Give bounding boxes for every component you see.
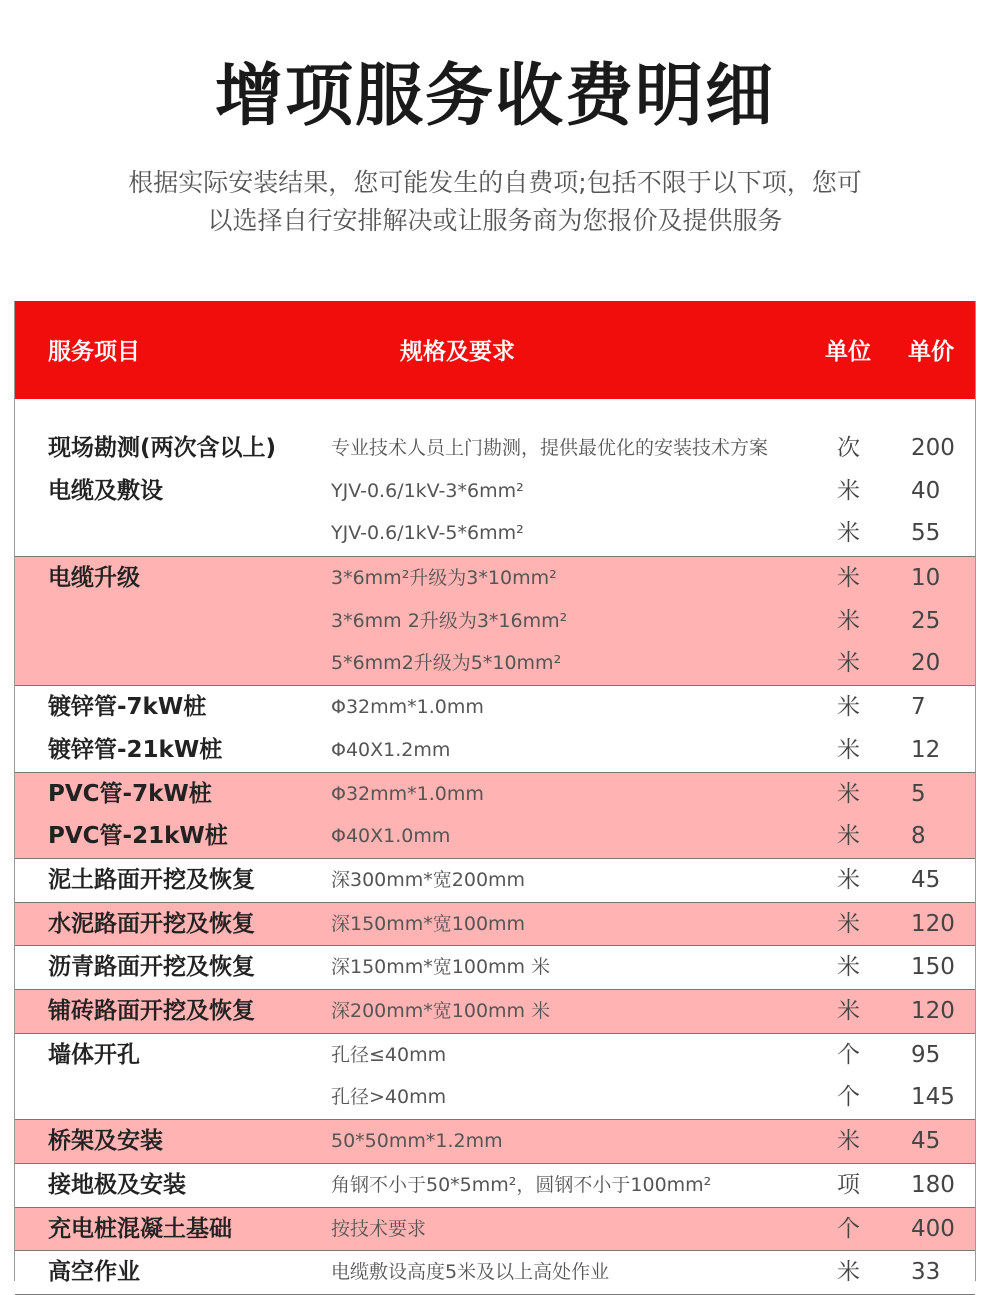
item-spec: YJV-0.6/1kV-3*6mm² [331, 479, 524, 502]
item-spec: Φ32mm*1.0mm [331, 696, 484, 719]
item-unit: 次 [837, 435, 860, 461]
item-name: 电缆及敷设 [48, 477, 163, 504]
item-spec: 深300mm*宽200mm [331, 869, 526, 891]
item-spec: 角钢不小于50*5mm²，圆钢不小于100mm² [331, 1173, 712, 1196]
subtitle-line-2: 以选择自行安排解决或让服务商为您报价及提供服务 [207, 206, 783, 235]
item-unit: 米 [837, 565, 860, 592]
item-unit: 米 [837, 477, 860, 504]
item-unit: 米 [837, 780, 860, 807]
item-spec: 3*6mm²升级为3*10mm² [331, 567, 557, 590]
item-spec: 专业技术人员上门勘测，提供最优化的安装技术方案 [331, 437, 769, 459]
item-unit: 米 [837, 1128, 860, 1155]
item-unit: 个 [837, 1041, 860, 1068]
item-unit: 米 [837, 607, 860, 634]
row-group [15, 1164, 975, 1208]
item-name: 桥架及安装 [48, 1128, 163, 1155]
item-unit: 个 [837, 1215, 860, 1242]
row-group [15, 946, 975, 990]
item-name: PVC管-21kW桩 [48, 823, 228, 850]
item-spec: YJV-0.6/1kV-5*6mm² [331, 522, 524, 545]
item-price: 120 [911, 998, 955, 1025]
item-spec: 深150mm*宽100mm [331, 912, 526, 935]
item-name: 接地极及安装 [48, 1171, 186, 1198]
row-group [15, 686, 975, 772]
item-name: 电缆升级 [48, 565, 140, 592]
item-name: PVC管-7kW桩 [48, 780, 212, 807]
row-group [15, 1208, 975, 1252]
item-unit: 米 [837, 998, 860, 1025]
page-title: 增项服务收费明细 [214, 57, 775, 136]
item-name: 泥土路面开挖及恢复 [48, 867, 255, 893]
row-group [15, 1120, 975, 1164]
item-price: 150 [911, 954, 955, 981]
item-price: 200 [911, 435, 955, 461]
item-spec: Φ40X1.0mm [331, 825, 451, 848]
item-name: 沥青路面开挖及恢复 [48, 954, 255, 981]
item-price: 400 [911, 1215, 955, 1242]
row-group [15, 557, 975, 686]
header-price: 单价 [908, 339, 954, 365]
item-price: 45 [911, 1128, 941, 1155]
item-price: 10 [911, 565, 941, 592]
item-price: 95 [911, 1041, 941, 1068]
item-price: 180 [911, 1171, 955, 1198]
item-spec: 深200mm*宽100mm 米 [331, 1000, 551, 1023]
item-price: 120 [911, 910, 955, 937]
item-name: 墙体开孔 [48, 1041, 140, 1068]
row-group [15, 1251, 975, 1295]
item-price: 33 [911, 1259, 941, 1286]
item-price: 7 [911, 694, 926, 721]
item-unit: 米 [837, 910, 860, 937]
item-unit: 米 [837, 520, 860, 547]
row-group [15, 990, 975, 1034]
item-unit: 米 [837, 736, 860, 763]
item-price: 145 [911, 1084, 955, 1111]
item-name: 现场勘测(两次含以上) [48, 435, 277, 461]
item-spec: 按技术要求 [331, 1217, 427, 1240]
item-price: 45 [911, 867, 941, 893]
item-unit: 项 [837, 1171, 860, 1198]
item-name: 镀锌管-21kW桩 [48, 736, 223, 763]
item-spec: Φ32mm*1.0mm [331, 782, 484, 805]
row-group [15, 399, 975, 557]
item-name: 高空作业 [48, 1259, 140, 1286]
item-price: 8 [911, 823, 926, 850]
item-spec: 深150mm*宽100mm 米 [331, 956, 551, 979]
fee-table [14, 301, 976, 1286]
item-spec: 50*50mm*1.2mm [331, 1130, 503, 1153]
item-price: 40 [911, 477, 941, 504]
item-unit: 米 [837, 867, 860, 893]
header-unit: 单位 [825, 339, 871, 365]
item-unit: 米 [837, 694, 860, 721]
item-unit: 米 [837, 650, 860, 677]
item-unit: 米 [837, 954, 860, 981]
item-unit: 个 [837, 1084, 860, 1111]
item-unit: 米 [837, 823, 860, 850]
header-item: 服务项目 [48, 339, 140, 365]
item-price: 20 [911, 650, 941, 677]
item-spec: Φ40X1.2mm [331, 738, 451, 761]
item-spec: 3*6mm 2升级为3*16mm² [331, 609, 568, 632]
item-spec: 孔径>40mm [331, 1086, 447, 1109]
row-group [15, 1034, 975, 1120]
item-unit: 米 [837, 1259, 860, 1286]
row-group [15, 903, 975, 947]
item-price: 25 [911, 607, 941, 634]
item-name: 铺砖路面开挖及恢复 [48, 998, 255, 1025]
item-price: 55 [911, 520, 941, 547]
table-header [15, 301, 975, 399]
item-spec: 电缆敷设高度5米及以上高处作业 [331, 1261, 610, 1284]
header-spec: 规格及要求 [400, 339, 515, 365]
row-group [15, 773, 975, 859]
item-price: 12 [911, 736, 941, 763]
item-spec: 5*6mm2升级为5*10mm² [331, 652, 562, 675]
item-name: 充电桩混凝土基础 [48, 1215, 232, 1242]
item-name: 水泥路面开挖及恢复 [48, 910, 255, 937]
item-price: 5 [911, 780, 926, 807]
subtitle-line-1: 根据实际安装结果，您可能发生的自费项;包括不限于以下项，您可 [128, 168, 862, 197]
item-name: 镀锌管-7kW桩 [48, 694, 207, 721]
item-spec: 孔径≤40mm [331, 1043, 447, 1066]
row-group [15, 859, 975, 903]
